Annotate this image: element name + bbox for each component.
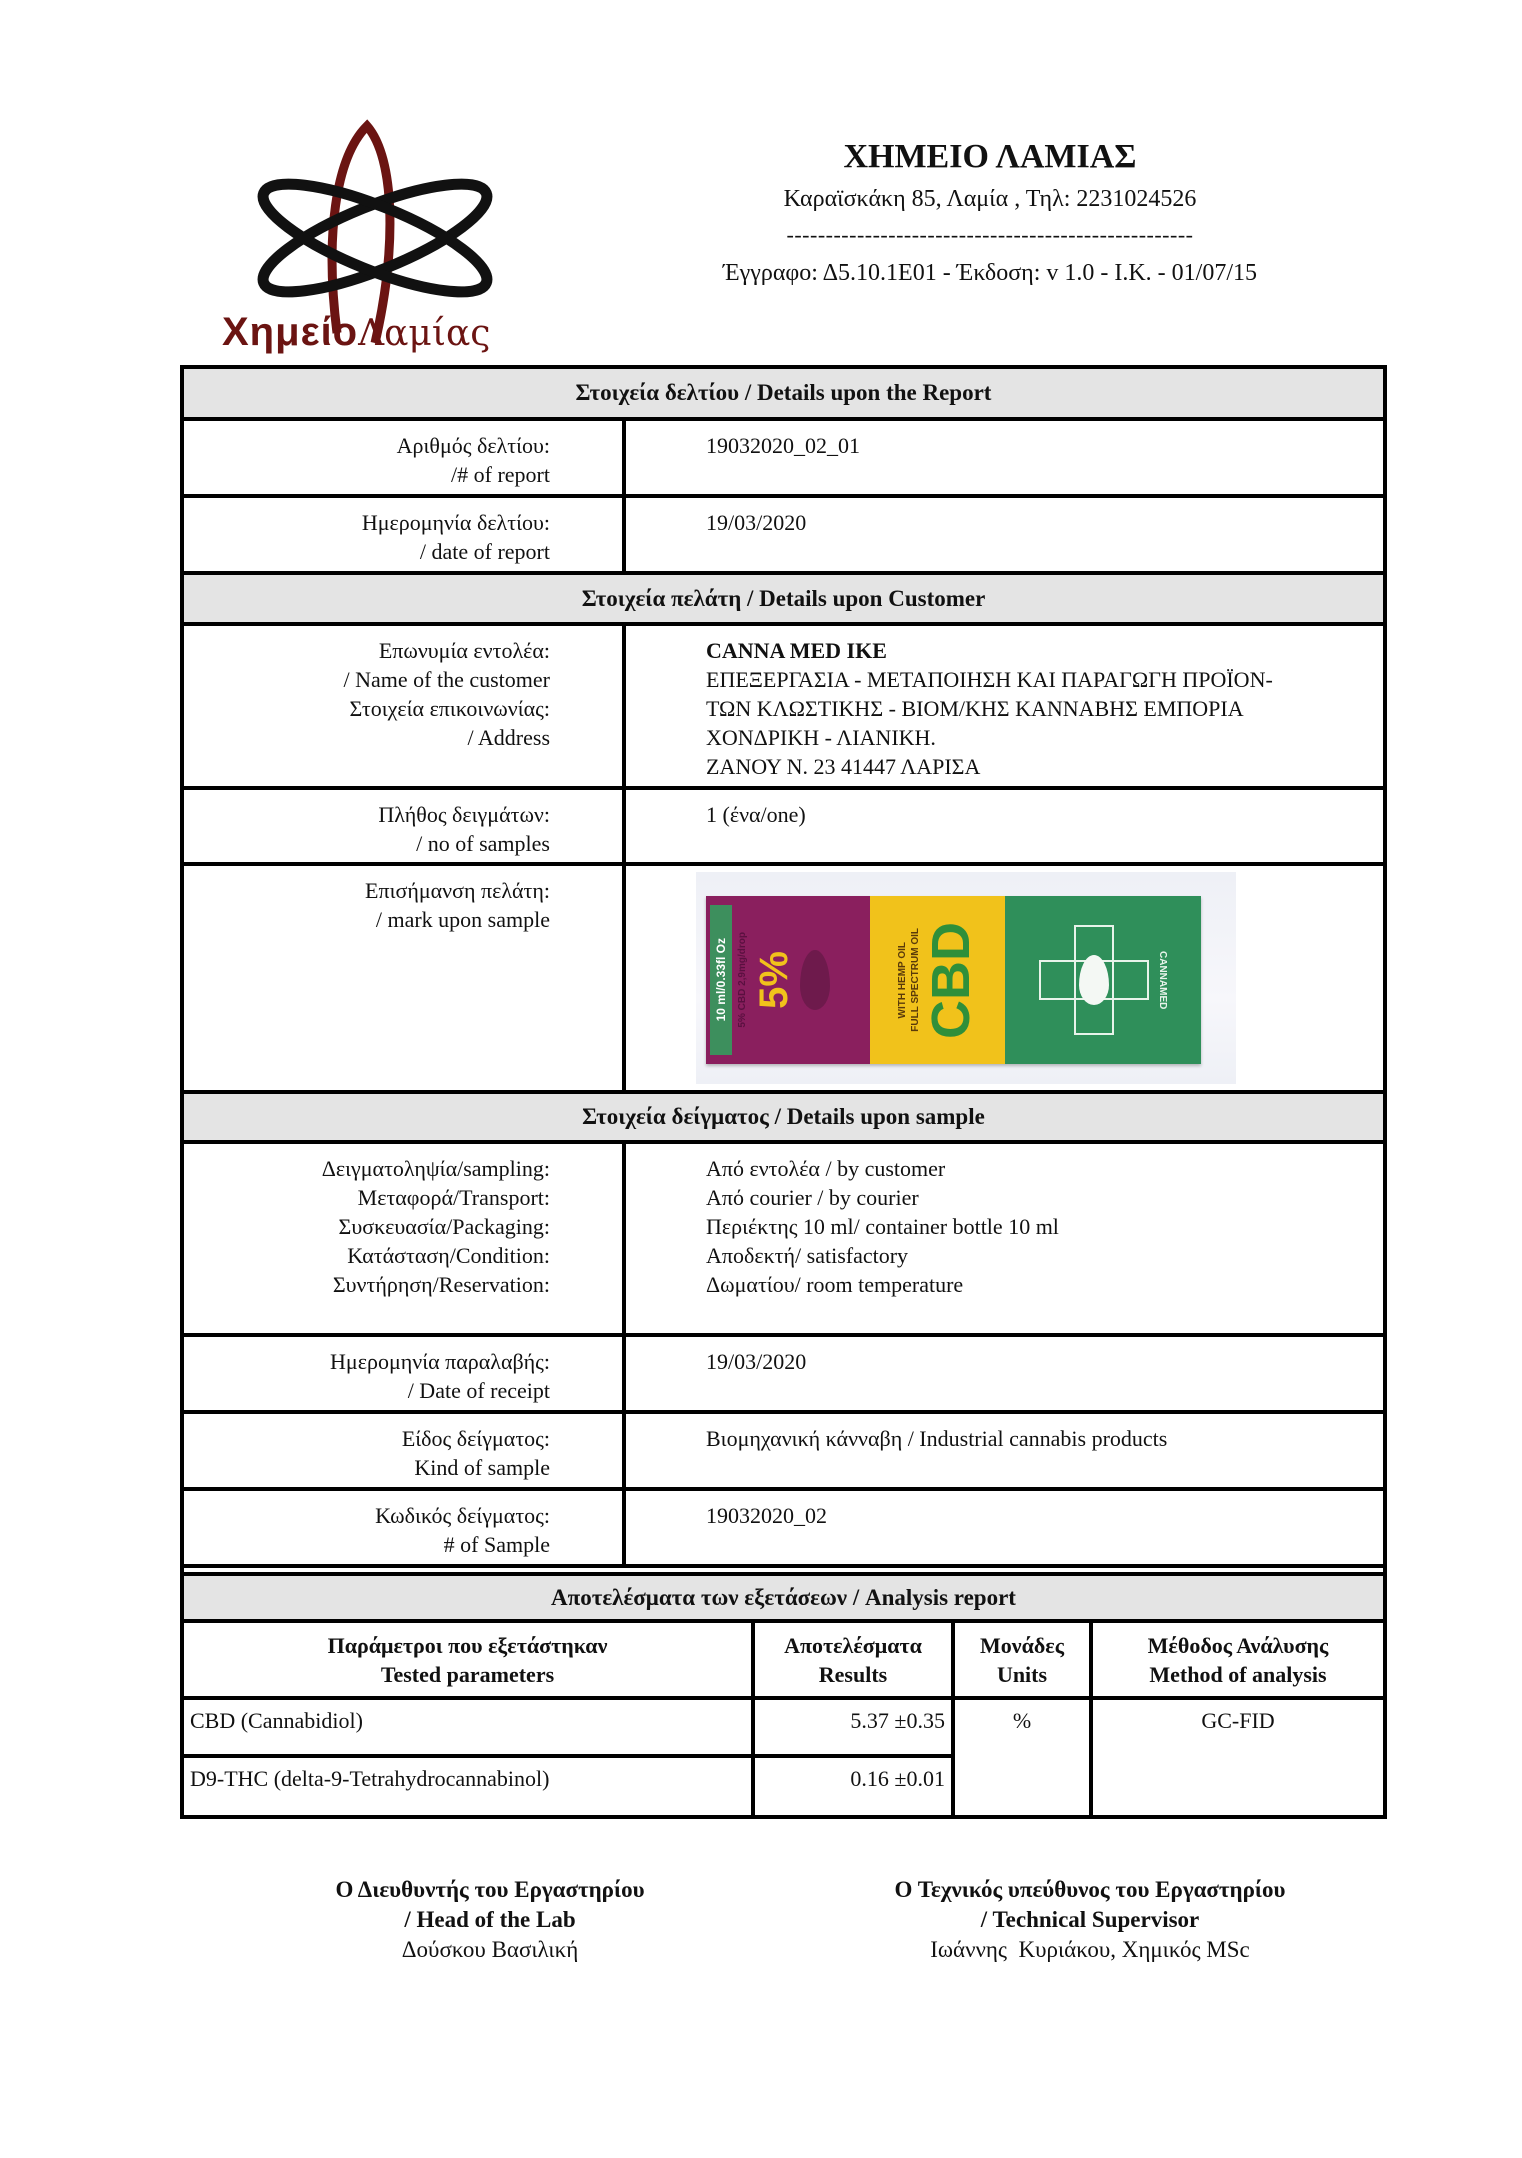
- row-label: [184, 626, 626, 786]
- signature-head-of-lab: [300, 1875, 680, 1965]
- row-label: [184, 790, 626, 862]
- logo-text-bold: Χημείο: [222, 310, 359, 354]
- header-separator: ----------------------------------------------------: [786, 222, 1194, 247]
- label-gr: Κωδικός δείγματος:: [375, 1503, 550, 1528]
- section-header-report: Στοιχεία δελτίου / Details upon the Report: [184, 369, 1383, 421]
- report-table: [180, 365, 1387, 1819]
- label-gr: Πλήθος δειγμάτων:: [378, 802, 550, 827]
- percent-text: 5%: [752, 951, 796, 1009]
- col-header-gr: Αποτελέσματα: [784, 1633, 922, 1658]
- address-line: ΕΠΕΞΕΡΓΑΣΙΑ - ΜΕΤΑΠΟΙΗΣΗ ΚΑΙ ΠΑΡΑΓΩΓΗ ΠΡΟΪΟΝ-: [706, 667, 1273, 692]
- row-label: [184, 1337, 626, 1410]
- table-row-report-date: [184, 498, 1383, 575]
- label-customer-gr: Επωνυμία εντολέα:: [378, 638, 550, 663]
- cbd-big-text: CBD: [920, 921, 981, 1039]
- condition-label: Κατάσταση/Condition:: [347, 1243, 550, 1268]
- logo-wordmark: [222, 312, 490, 352]
- product-box: [706, 896, 1201, 1064]
- samples-count-value: 1 (ένα/one): [706, 802, 806, 827]
- label-en: # of Sample: [443, 1532, 550, 1557]
- results-body: [184, 1700, 1383, 1815]
- col-header-en: Units: [996, 1662, 1048, 1687]
- method-value: GC-FID: [1201, 1708, 1275, 1733]
- volume-band: [710, 905, 732, 1055]
- col-header-method: [1093, 1623, 1383, 1696]
- result-value: 0.16 ±0.01: [755, 1758, 955, 1815]
- table-row-report-number: [184, 421, 1383, 498]
- report-number-value: 19032020_02_01: [706, 433, 860, 458]
- col-header-units: [955, 1623, 1093, 1696]
- lab-name: ΧΗΜΕΙΟ ΛΑΜΙΑΣ: [843, 138, 1137, 175]
- row-label: [184, 421, 626, 494]
- table-row-date-receipt: [184, 1337, 1383, 1414]
- product-sub1: FULL SPECTRUM OIL: [909, 928, 921, 1032]
- address-line: ΧΟΝΔΡΙΚΗ - ΛΙΑΝΙΚΗ.: [706, 725, 936, 750]
- signature-title-en: / Head of the Lab: [404, 1907, 576, 1932]
- table-row-kind-sample: [184, 1414, 1383, 1491]
- col-header-en: Tested parameters: [380, 1662, 555, 1687]
- label-gr: Ημερομηνία δελτίου:: [361, 510, 550, 535]
- customer-value: [626, 626, 1383, 786]
- condition-label: Συντήρηση/Reservation:: [332, 1272, 550, 1297]
- label-gr: Είδος δείγματος:: [401, 1426, 550, 1451]
- col-header-results: [755, 1623, 955, 1696]
- result-row-thc: [184, 1758, 955, 1815]
- dose-text: 5% CBD 2,9mg/drop: [737, 932, 748, 1028]
- label-gr: Αριθμός δελτίου:: [396, 433, 550, 458]
- condition-value: Δωματίου/ room temperature: [706, 1272, 964, 1297]
- signature-title-gr: Ο Τεχνικός υπεύθυνος του Εργαστηρίου: [894, 1877, 1286, 1902]
- condition-value: Από εντολέα / by customer: [706, 1156, 946, 1181]
- date-receipt-value: 19/03/2020: [706, 1349, 807, 1374]
- conditions-labels: [184, 1144, 626, 1333]
- col-header-gr: Μέθοδος Ανάλυσης: [1147, 1633, 1329, 1658]
- label-green-panel: [1005, 896, 1201, 1064]
- results-rows: [184, 1700, 955, 1815]
- logo-text-regular: Λαμίας: [358, 313, 491, 354]
- customer-name: CANNA MED IKE: [706, 638, 887, 663]
- result-row-cbd: [184, 1700, 955, 1758]
- medical-cross-icon: [1039, 925, 1149, 1035]
- condition-label: Συσκευασία/Packaging:: [338, 1214, 550, 1239]
- label-en: / Date of receipt: [407, 1378, 550, 1403]
- table-row-sample-mark: [184, 866, 1383, 1094]
- row-label: [184, 1414, 626, 1487]
- label-gr: Ημερομηνία παραλαβής:: [330, 1349, 550, 1374]
- report-date-value: 19/03/2020: [706, 510, 807, 535]
- label-gr: Επισήμανση πελάτη:: [365, 878, 550, 903]
- label-purple-panel: [706, 896, 870, 1064]
- label-en: Kind of sample: [414, 1455, 550, 1480]
- product-sub2: WITH HEMP OIL: [896, 941, 908, 1019]
- conditions-values: [626, 1144, 1383, 1333]
- units-value: %: [955, 1700, 1093, 1815]
- address-line: ΤΩΝ ΚΛΩΣΤΙΚΗΣ - ΒΙΟΜ/ΚΗΣ ΚΑΝΝΑΒΗΣ ΕΜΠΟΡΙΑ: [706, 696, 1244, 721]
- signature-title-gr: Ο Διευθυντής του Εργαστηρίου: [335, 1877, 645, 1902]
- label-en: / date of report: [419, 539, 550, 564]
- col-header-parameters: [184, 1623, 755, 1696]
- signature-title-en: / Technical Supervisor: [980, 1907, 1200, 1932]
- condition-label: Μεταφορά/Transport:: [357, 1185, 550, 1210]
- sample-mark-cell: [626, 866, 1383, 1090]
- sample-code-value: 19032020_02: [706, 1503, 827, 1528]
- table-row-samples-count: [184, 790, 1383, 866]
- col-header-en: Results: [818, 1662, 888, 1687]
- volume-text: 10 ml/0.33fl Oz: [714, 938, 728, 1022]
- condition-value: Αποδεκτή/ satisfactory: [706, 1243, 909, 1268]
- result-value: 5.37 ±0.35: [755, 1700, 955, 1754]
- condition-label: Δειγματοληψία/sampling:: [321, 1156, 550, 1181]
- section-header-sample: Στοιχεία δείγματος / Details upon sample: [184, 1094, 1383, 1144]
- label-en: / no of samples: [416, 831, 550, 856]
- row-label: [184, 1491, 626, 1564]
- section-header-customer: Στοιχεία πελάτη / Details upon Customer: [184, 575, 1383, 626]
- row-label: [184, 866, 626, 1090]
- col-header-gr: Μονάδες: [980, 1633, 1064, 1658]
- label-en: / mark upon sample: [375, 907, 550, 932]
- parameter-name: CBD (Cannabidiol): [184, 1700, 755, 1754]
- table-row-sample-conditions: [184, 1144, 1383, 1337]
- lab-address: Καραϊσκάκη 85, Λαμία , Τηλ: 2231024526: [783, 186, 1197, 212]
- parameter-name: D9-THC (delta-9-Tetrahydrocannabinol): [184, 1758, 755, 1815]
- condition-value: Περιέκτης 10 ml/ container bottle 10 ml: [706, 1214, 1059, 1239]
- results-header-row: [184, 1623, 1383, 1700]
- col-header-gr: Παράμετροι που εξετάστηκαν: [327, 1633, 608, 1658]
- label-customer-en: / Name of the customer: [343, 667, 550, 692]
- table-row-sample-code: [184, 1491, 1383, 1568]
- label-yellow-panel: [870, 896, 1005, 1064]
- address-line: ΖΑΝΟΥ Ν. 23 41447 ΛΑΡΙΣΑ: [706, 754, 981, 779]
- label-en: /# of report: [451, 462, 550, 487]
- section-header-analysis: Αποτελέσματα των εξετάσεων / Analysis report: [184, 1576, 1383, 1623]
- signature-technical-supervisor: [850, 1875, 1330, 1965]
- document-reference: Έγγραφο: Δ5.10.1Ε01 - Έκδοση: v 1.0 - Ι.Κ. - 01/07/15: [722, 260, 1258, 286]
- brand-text: CANNAMED: [1157, 950, 1168, 1010]
- leaf-icon: [800, 950, 830, 1010]
- signature-name: Ιωάννης Κυριάκου, Χημικός MSc: [930, 1937, 1250, 1962]
- condition-value: Από courier / by courier: [706, 1185, 919, 1210]
- label-address-gr: Στοιχεία επικοινωνίας:: [349, 696, 550, 721]
- table-row-customer: [184, 626, 1383, 790]
- label-address-en: / Address: [467, 725, 550, 750]
- signature-name: Δούσκου Βασιλική: [401, 1937, 579, 1962]
- product-photo: [696, 872, 1236, 1084]
- col-header-en: Method of analysis: [1149, 1662, 1327, 1687]
- kind-sample-value: Βιομηχανική κάνναβη / Industrial cannabis products: [706, 1426, 1168, 1451]
- row-label: [184, 498, 626, 571]
- double-divider: [184, 1568, 1383, 1576]
